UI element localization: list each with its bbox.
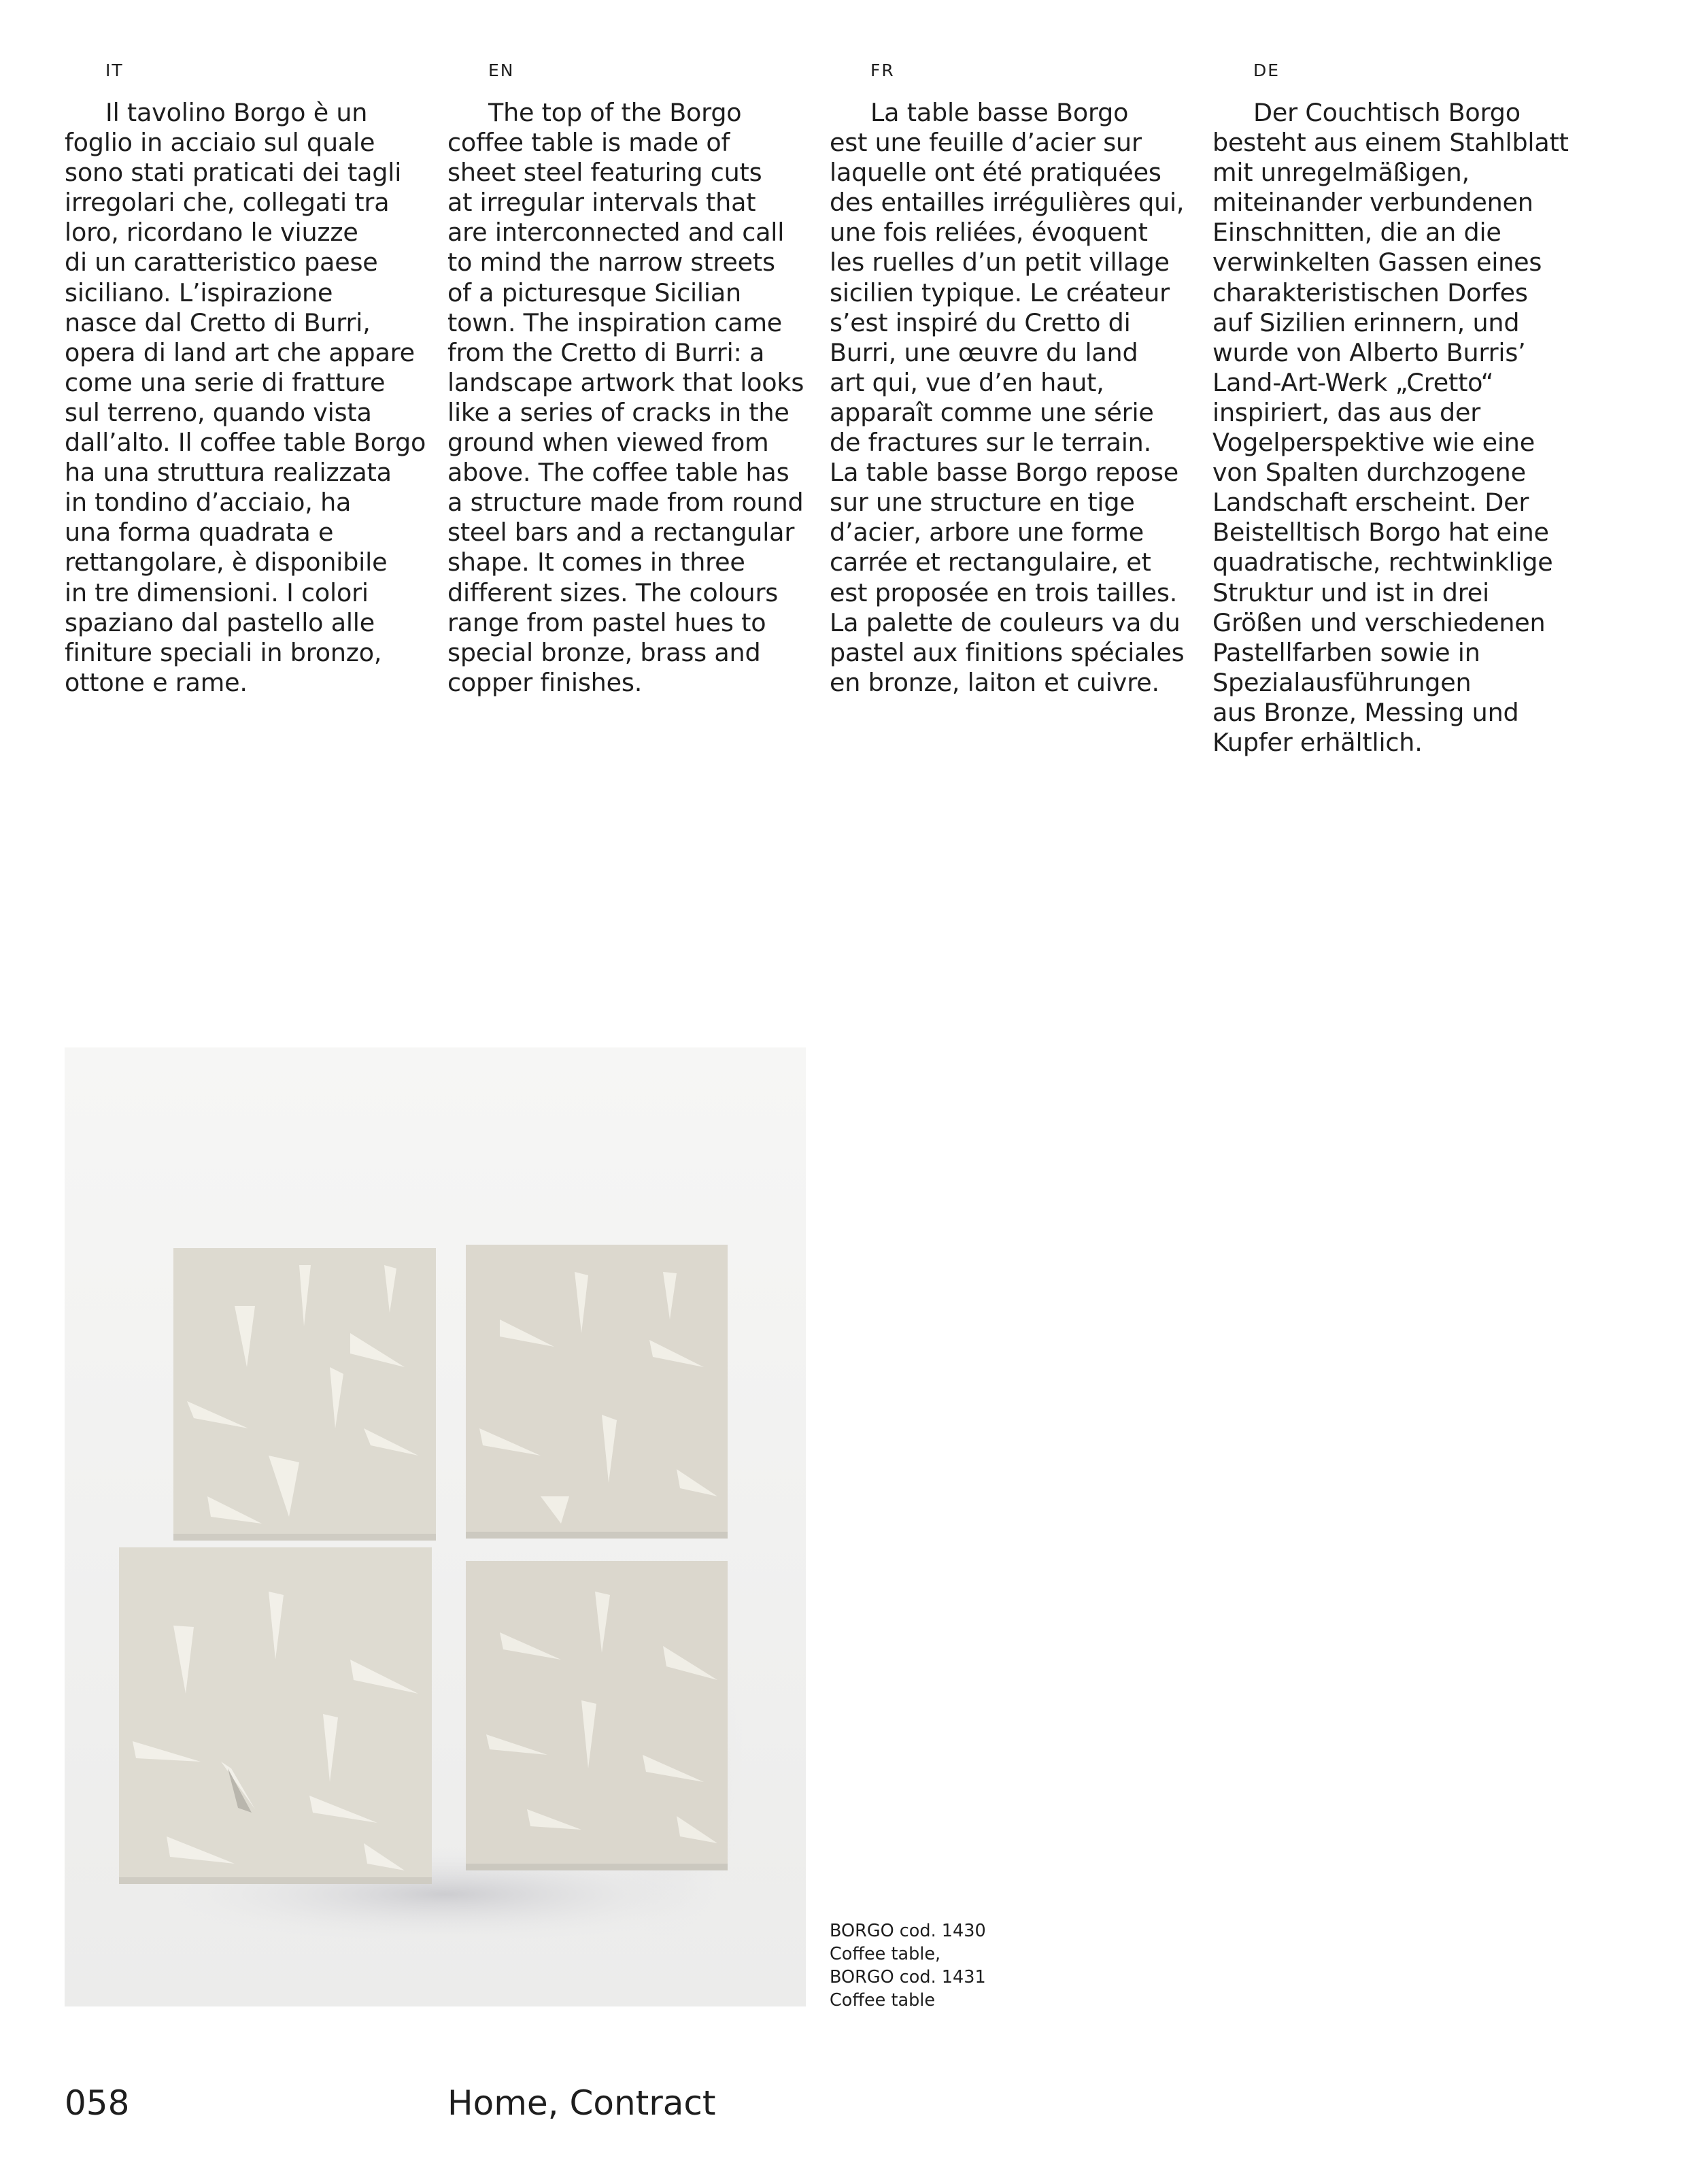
language-label-it: IT — [105, 61, 124, 80]
language-label-de: DE — [1253, 61, 1280, 80]
page-number: 058 — [65, 2083, 130, 2123]
column-italian — [65, 58, 432, 698]
description-de: Der Couchtisch Borgo besteht aus einem Stahlblatt mit unregelmäßigen, miteinander verbundenen Einschnitten, die an die verwinkelten Gassen eines charakteristischen Dorfes auf Sizilien erinnern, und wurde von Alberto Burris’ Land-Art-Werk „Cretto“ inspiriert, das aus der Vogelperspektive wie eine von Spalten durchzogene Landschaft erscheint. Der Beistelltisch Borgo hat eine quadratische, rechtwinklige Struktur und ist in drei Größen und verschiedenen Pastellfarben sowie in Spezialausführungen aus Bronze, Messing und Kupfer erhältlich. — [1212, 98, 1569, 757]
description-en: The top of the Borgo coffee table is made of sheet steel featuring cuts at irregular intervals that are interconnected and call to mind the narrow streets of a picturesque Sicilian town. The inspiration came from the Cretto di Burri: a landscape artwork that looks like a series of cracks in the ground when viewed from above. The coffee table has a structure made from round steel bars and a rectangular shape. It comes in three different sizes. The colours range from pastel hues to special bronze, brass and copper finishes. — [447, 98, 804, 697]
description-it: Il tavolino Borgo è un foglio in acciaio sul quale sono stati praticati dei tagli irregolari che, collegati tra loro, ricordano le viuzze di un caratteristico paese siciliano. L’ispirazione nasce dal Cretto di Burri, opera di land art che appare come una serie di fratture sul terreno, quando vista dall’alto. Il coffee table Borgo ha una struttura realizzata in tondino d’acciaio, ha una forma quadrata e rettangolare, è disponibile in tre dimensioni. I colori spaziano dal pastello alle finiture speciali in bronzo, ottone e rame. — [65, 98, 426, 697]
table-bottom-left — [119, 1547, 432, 1884]
table-top-left — [173, 1248, 436, 1541]
column-french — [830, 58, 1197, 698]
borgo-tables-illustration — [65, 1047, 806, 2006]
product-photo — [65, 1047, 806, 2006]
language-label-fr: FR — [870, 61, 895, 80]
table-top-right — [466, 1245, 728, 1539]
column-english — [447, 58, 815, 698]
table-bottom-right — [466, 1561, 728, 1870]
description-fr: La table basse Borgo est une feuille d’acier sur laquelle ont été pratiquées des entailles irrégulières qui, une fois reliées, évoquent les ruelles d’un petit village sicilien typique. Le créateur s’est inspiré du Cretto di Burri, une œuvre du land art qui, vue d’en haut, apparaît comme une série de fractures sur le terrain. La table basse Borgo repose sur une structure en tige d’acier, arbore une forme carrée et rectangulaire, et est proposée en trois tailles. La palette de couleurs va du pastel aux finitions spéciales en bronze, laiton et cuivre. — [830, 98, 1185, 697]
column-german — [1212, 58, 1580, 758]
photo-caption: BORGO cod. 1430 Coffee table, BORGO cod. 1431 Coffee table — [830, 1921, 986, 2011]
section-title: Home, Contract — [447, 2083, 716, 2123]
language-label-en: EN — [488, 61, 515, 80]
